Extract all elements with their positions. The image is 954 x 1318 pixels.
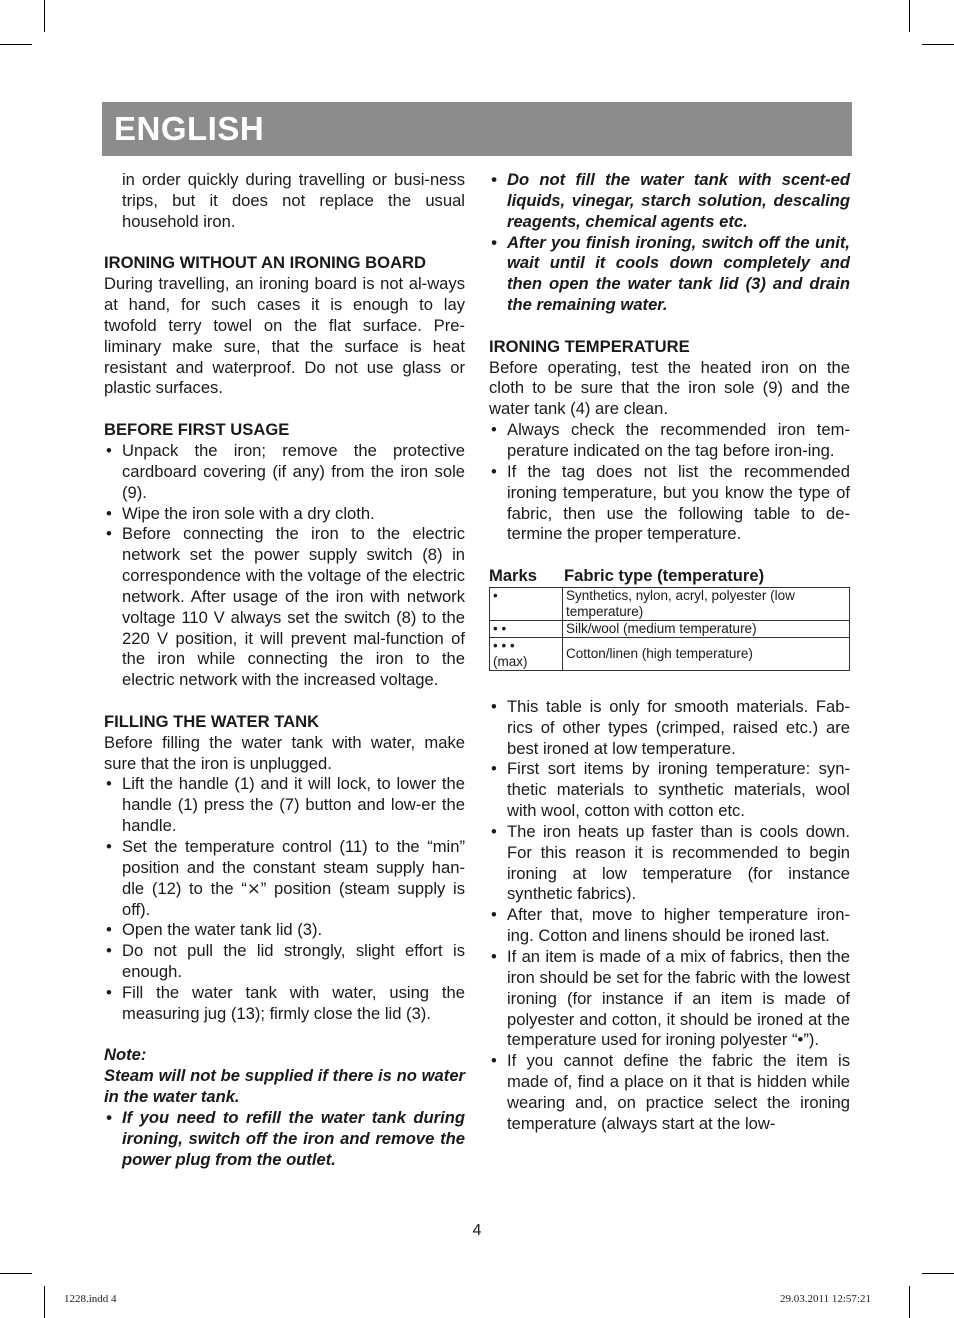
list-item: • If you need to refill the water tank during ironing, switch off the iron and remove the power plug from the outlet.	[106, 1107, 465, 1169]
note-text: Steam will not be supplied if there is no water in the water tank.	[104, 1066, 465, 1107]
fabric-cell: Cotton/linen (high temperature)	[563, 637, 850, 670]
list-item: • This table is only for smooth materials. Fab-rics of other types (crimped, raised etc.) are best ironed at low temperature.	[491, 696, 850, 758]
crop-mark	[0, 1273, 32, 1274]
note-label: Note:	[104, 1045, 147, 1065]
crop-mark	[44, 1286, 45, 1318]
section-text: Before filling the water tank with water, make sure that the iron is unplugged.	[104, 732, 465, 773]
list-item: • Do not pull the lid strongly, slight effort is enough.	[106, 941, 465, 982]
list-item: • Before connecting the iron to the electric network set the power supply switch (8) in correspondence with the voltage of the electric network. After usage of the iron with network voltage 110 V always set the switch (8) to the 220 V position, it will prevent mal-function of the iron while connecting the iron to the electric network with the increased voltage.	[106, 524, 465, 690]
warning-item: • After you finish ironing, switch off the unit, wait until it cools down completely and then open the water tank lid (3) and drain the remaining water.	[491, 232, 850, 315]
bullet-list	[489, 697, 850, 1135]
table-header	[489, 566, 850, 587]
section-heading: BEFORE FIRST USAGE	[104, 420, 290, 440]
right-column	[489, 170, 850, 1135]
table-row	[490, 620, 850, 637]
list-item: • Always check the recommended iron tem-perature indicated on the tag before iron-ing.	[491, 420, 850, 460]
crop-mark	[922, 44, 954, 45]
section-heading: IRONING TEMPERATURE	[489, 336, 690, 356]
list-item: • If an item is made of a mix of fabrics, then the iron should be set for the fabric with the lowest ironing (for instance if an item is made of polyester and cotton, it should be ironed at the temperature used for ironing polyester “•”).	[491, 947, 850, 1050]
table-row	[490, 637, 850, 670]
bullet-list	[104, 441, 465, 691]
file-slug: 1228.indd 4	[64, 1293, 117, 1305]
bullet-list	[104, 1108, 465, 1171]
mark-cell: •	[490, 587, 563, 620]
left-column	[104, 170, 465, 1171]
list-item: • Fill the water tank with water, using the measuring jug (13); firmly close the lid (3).	[106, 982, 465, 1023]
section-text: Before operating, test the heated iron on the cloth to be sure that the iron sole (9) and the water tank (4) are clean.	[489, 357, 850, 419]
list-item: • Wipe the iron sole with a dry cloth.	[106, 503, 375, 523]
bullet-list	[104, 774, 465, 1024]
section-heading: IRONING WITHOUT AN IRONING BOARD	[104, 253, 427, 273]
crop-mark	[922, 1273, 954, 1274]
fabric-cell: Silk/wool (medium temperature)	[563, 620, 850, 637]
intro-text: in order quickly during travelling or busi-ness trips, but it does not replace the usual household iron.	[122, 170, 465, 231]
crop-mark	[909, 1286, 910, 1318]
crop-mark	[0, 44, 32, 45]
crop-mark	[44, 0, 45, 32]
section-heading: FILLING THE WATER TANK	[104, 711, 320, 731]
language-banner	[102, 102, 852, 156]
page-title: ENGLISH	[114, 110, 265, 147]
mark-cell: • • • (max)	[490, 637, 563, 670]
mark-cell: • •	[490, 620, 563, 637]
page-number: 4	[472, 1222, 482, 1239]
list-item: • If the tag does not list the recommended ironing temperature, but you know the type of fabric, then use the following table to de-termine the proper temperature.	[491, 461, 850, 544]
list-item: • Set the temperature control (11) to the “min” position and the constant steam supply han-dle (12) to the “⨯” position (steam supply is off).	[106, 837, 465, 919]
warning-item: • Do not fill the water tank with scent-ed liquids, vinegar, starch solution, descaling reagents, chemical agents etc.	[491, 170, 850, 231]
list-item: • First sort items by ironing temperature: syn-thetic materials to synthetic materials, wool with wool, cotton with cotton etc.	[491, 759, 850, 821]
list-item: • If you cannot define the fabric the item is made of, find a place on it that is hidden while wearing and, on practice select the ironing temperature (always start at the low-	[491, 1051, 850, 1133]
fabric-cell: Synthetics, nylon, acryl, polyester (low temperature)	[563, 587, 850, 620]
list-item: • The iron heats up faster than is cools down. For this reason it is recommended to begin ironing at low temperature (for instance synthetic fabrics).	[491, 821, 850, 904]
section-text: During travelling, an ironing board is not al-ways at hand, for such cases it is enough to lay twofold terry towel on the flat surface. Pre-liminary make sure, that the surface is heat resistant and waterproof. Do not use glass or plastic surfaces.	[104, 274, 465, 398]
column-header-fabric: Fabric type (temperature)	[564, 566, 765, 586]
timestamp-slug: 29.03.2011 12:57:21	[780, 1293, 871, 1305]
bullet-list	[489, 420, 850, 545]
table-row	[490, 587, 850, 620]
list-item: • Lift the handle (1) and it will lock, to lower the handle (1) press the (7) button and low-er the handle.	[106, 774, 465, 836]
column-header-marks: Marks	[489, 566, 537, 586]
crop-mark	[909, 0, 910, 32]
list-item: • Open the water tank lid (3).	[106, 920, 323, 940]
list-item: • After that, move to higher temperature iron-ing. Cotton and linens should be ironed last.	[491, 905, 850, 946]
warning-list	[489, 170, 850, 316]
list-item: • Unpack the iron; remove the protective cardboard covering (if any) from the iron sole (9).	[106, 440, 465, 502]
temperature-table	[489, 587, 850, 671]
